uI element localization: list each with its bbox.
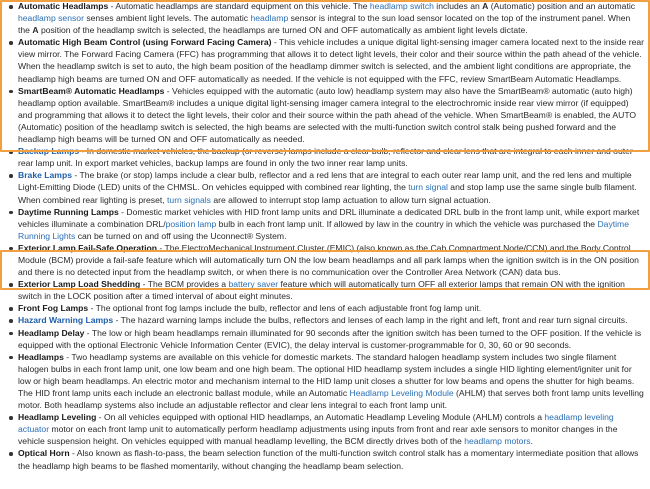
description-text: - The optional front fog lamps include the bulb, reflector and lens of each adjustable front fog lamp unit. (88, 303, 482, 314)
term-label: Exterior Lamp Load Shedding (18, 279, 141, 290)
term-label: Headlamp Delay (18, 327, 85, 338)
description-text: (AHLM) that serves both front lamp units levelling motor. Both headlamp systems also include an adjustable reflector and clear lens integral to each front lamp unit. (18, 388, 644, 411)
term-label[interactable]: Backup Lamps (18, 146, 80, 157)
term-label[interactable]: Hazard Warning Lamps (18, 315, 114, 326)
description-text: - Automatic headlamps are standard equipment on this vehicle. The (108, 1, 370, 11)
description-text: bulb in each front lamp unit. If allowed by law in the country in which the vehicle was purchased the (216, 218, 598, 229)
description-text: - In domestic market vehicles, the backup (or reverse) lamps include a clear bulb, reflector and clear lens that are integral to each inner and outer rear lamp unit. In export market vehicles, backup lamps are found in only the two inner rear lamp units. (18, 146, 633, 169)
list-item-exterior-lamp-fail-safe-operation (0, 242, 650, 278)
description-text: and stop lamp use the same single bulb filament. When combined rear lighting is preset, (18, 182, 637, 205)
description-text: sensor is integral to the sun load sensor located on the top of the instrument panel. When the (18, 13, 631, 36)
inline-link[interactable]: headlamp motors (464, 436, 531, 447)
term-label[interactable]: Brake Lamps (18, 170, 72, 181)
inline-link[interactable]: headlamp switch (369, 1, 434, 11)
bold-text: A (32, 25, 39, 36)
inline-link[interactable]: battery saver (228, 279, 279, 290)
list-item-headlamps (0, 351, 650, 411)
term-label: Headlamps (18, 351, 64, 362)
description-text: includes an (433, 1, 483, 11)
description-text: are allowed to interrupt stop lamp actuation to allow turn signal actuation. (210, 194, 491, 205)
description-text: - Vehicles equipped with the automatic (auto low) headlamp system may also have the SmartBeam® automatic (auto high) headlamp option available. SmartBeam® includes a unique digital light-sensing imager camera integral to the electrochromic inside rear view mirror (if equipped) and programming that allows it to detect the light levels, their color and their source within the path ahead of the vehicle. When SmartBeam® is enabled, the AUTO (Automatic) position of the headlamp switch is selected, the high beams are selected with the multi-function switch control stalk being pushed forward and the headlamp high beams will be turned ON and OFF automatically as needed. (18, 85, 637, 145)
term-label: Front Fog Lamps (18, 303, 89, 314)
term-label: Exterior Lamp Fail-Safe Operation (18, 242, 157, 253)
term-label: Automatic High Beam Control (using Forward Facing Camera) (18, 37, 272, 48)
list-item-front-fog-lamps (0, 302, 650, 314)
list-item-daytime-running-lamps (0, 206, 650, 242)
inline-link[interactable]: position lamp (165, 218, 217, 229)
term-label: Optical Horn (18, 448, 70, 459)
list-item-exterior-lamp-load-shedding (0, 278, 650, 302)
list-item-headlamp-delay (0, 327, 650, 351)
list-item-optical-horn (0, 447, 650, 471)
description-text: (Automatic) position and an automatic (488, 1, 636, 11)
description-text: feature which will automatically turn OFF all exterior lamps that remain ON with the ignition switch in the LOCK position after a timed interval of about eight minutes. (18, 279, 625, 302)
inline-link[interactable]: headlamp (250, 13, 289, 24)
list-item-automatic-headlamps (0, 0, 650, 36)
description-text: motor on each front lamp unit to automatically perform headlamp adjustments using inputs from front and rear axle sensors to monitor changes in the vehicle suspension height. On vehicles equipped with manual headlamp levelling, the BCM directly drives both of the (18, 424, 618, 447)
term-label: Headlamp Leveling (18, 412, 97, 423)
inline-link[interactable]: headlamp sensor (18, 13, 84, 24)
description-text: - The brake (or stop) lamps include a clear bulb, reflector and a red lens that are integral to each outer rear lamp unit, and the red lens and multiple Light-Emitting Diode (LED) units of the CHMSL. On vehicles equipped with combined rear lighting, the (18, 170, 632, 193)
term-label: Daytime Running Lamps (18, 206, 119, 217)
bold-text: A (482, 1, 489, 11)
description-text: can be turned on and off using the Uconnect® System. (75, 230, 287, 241)
description-text: - This vehicle includes a unique digital light-sensing imager camera located next to the inside rear view mirror. The Forward Facing Camera (FFC) has programming that allows it to detect light levels, their color and their source within the path ahead of the vehicle. When the headlamp switch is set to auto, the high beam position of the headlamp dimmer switch is selected, and the ambient light conditions are appropriate, the headlamp high beams are turned ON and OFF automatically as needed. If the vehicle is not equipped with the FFC, review SmartBeam Automatic Headlamps. (18, 37, 644, 84)
term-label: SmartBeam® Automatic Headlamps (18, 85, 165, 96)
term-label: Automatic Headlamps (18, 1, 109, 11)
list-item-backup-lamps (0, 145, 650, 169)
description-text: senses ambient light levels. The automatic (83, 13, 251, 24)
description-text: position of the headlamp switch is selected, the headlamps are turned ON and OFF automatically as ambient light levels dictate. (38, 25, 528, 36)
list-item-automatic-high-beam-control-using-forward-facing-camera (0, 36, 650, 84)
description-text: - The hazard warning lamps include the bulbs, reflectors and lenses of each lamp in the right and left, front and rear turn signal circuits. (113, 315, 628, 326)
inline-link[interactable]: turn signal (408, 182, 448, 193)
inline-link[interactable]: turn signals (167, 194, 211, 205)
description-text: - The BCM provides a (140, 279, 229, 290)
description-text: - Domestic market vehicles with HID front lamp units and DRL illuminate a dedicated DRL bulb in the front lamp unit, while export market vehicles illuminate a combination DRL/ (18, 206, 640, 229)
inline-link[interactable]: Daytime Running Lights (18, 218, 629, 241)
list-item-headlamp-leveling (0, 411, 650, 447)
list-item-smartbeam-automatic-headlamps (0, 85, 650, 145)
list-item-hazard-warning-lamps (0, 314, 650, 326)
description-text: - The low or high beam headlamps remain illuminated for 90 seconds after the ignition switch has been turned to the OFF position. If the vehicle is equipped with the optional Electronic Vehicle Information Center (EVIC), the delay interval is customer-programmable for 0, 30, 60 or 90 seconds. (18, 327, 642, 350)
description-text: . (530, 436, 533, 447)
description-text: - Also known as flash-to-pass, the beam selection function of the multi-function switch control stalk has a momentary intermediate position that allows the headlamp high beams to be flashed momentarily, without changing the headlamp beam selection. (18, 448, 639, 471)
description-text: - Two headlamp systems are available on this vehicle for domestic markets. The standard halogen headlamp system includes two single filament halogen bulbs in each front lamp unit, one low beam and one high beam. The optional HID headlamp system includes a single HID lighting element/igniter unit for low or high beam headlamps. An electric motor and mechanism internal to the HID lamp unit closes a shutter for low beams and opens the shutter for high beams. The HID front lamp units each include an electronic ballast module, while an Automatic (18, 351, 635, 398)
description-text: - On all vehicles equipped with optional HID headlamps, an Automatic Headlamp Leveling Module (AHLM) controls a (96, 412, 545, 423)
inline-link[interactable]: Headlamp Leveling Module (349, 388, 454, 398)
description-text: - The ElectroMechanical Instrument Cluster (EMIC) (also known as the Cab Compartment Node/CCN) and the Body Control Module (BCM) provide a fail-safe feature which will automatically turn ON the low beam headlamps and all park lamps when the ignition switch is in the ON position and there is no detected input from the headlamp switch, or when there is no communication over the Controller Area Network (CAN) data bus. (18, 242, 639, 278)
inline-link[interactable]: headlamp leveling actuator (18, 412, 614, 435)
list-item-brake-lamps (0, 169, 650, 205)
